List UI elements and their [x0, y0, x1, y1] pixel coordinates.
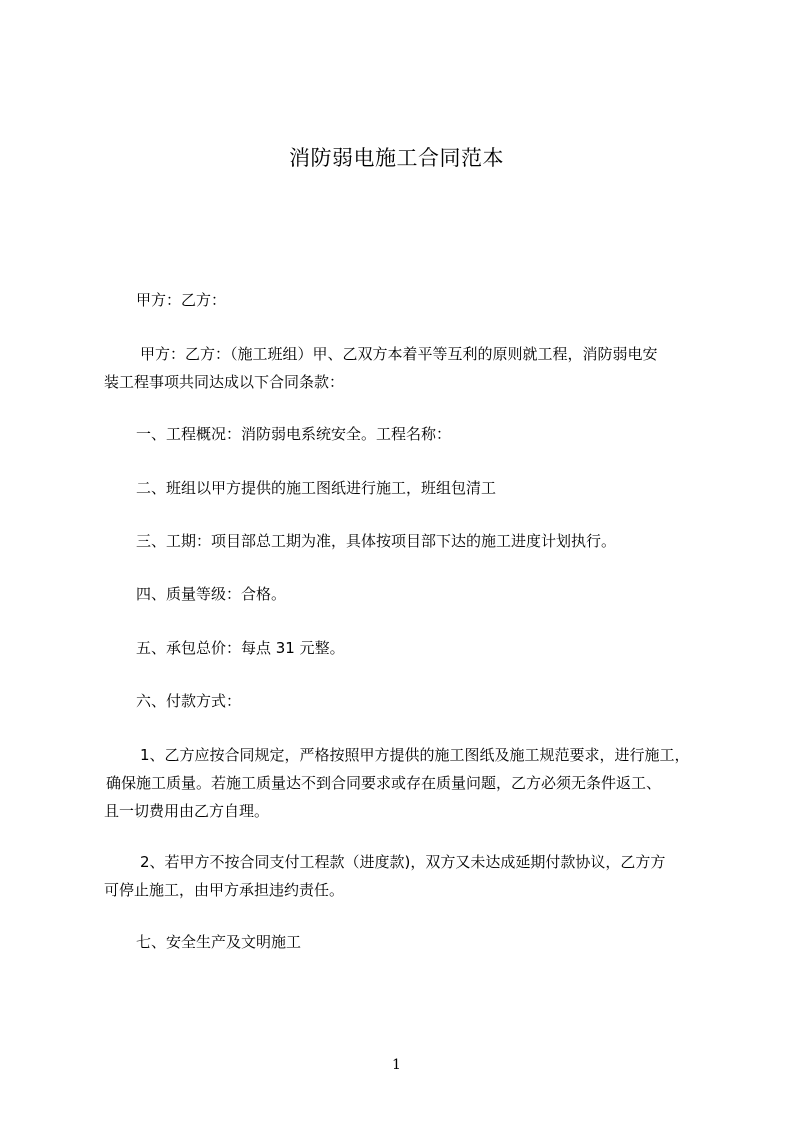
paragraph-line: 2、若甲方不按合同支付工程款（进度款)，双方又未达成延期付款协议，乙方方 [140, 853, 666, 871]
clause-6 [104, 687, 704, 715]
paragraph-line: 确保施工质量。若施工质量达不到合同要求或存在质量问题，乙方必须无条件返工、 [106, 774, 662, 792]
page-number: 1 [392, 1057, 401, 1073]
clause-2 [104, 474, 704, 502]
paragraph-line: 1、乙方应按合同规定，严格按照甲方提供的施工图纸及施工规范要求，进行施工， [140, 746, 690, 764]
paragraph-line: 可停止施工，由甲方承担违约责任。 [104, 881, 345, 899]
clause-6-item-2 [104, 848, 704, 904]
clause-4 [104, 580, 704, 608]
clause-6-item-1 [104, 741, 704, 825]
paragraph-line: 且一切费用由乙方自理。 [104, 802, 270, 820]
paragraph-line: 甲方：乙方： [136, 291, 227, 309]
paragraph-line: 一、工程概况：消防弱电系统安全。工程名称： [136, 425, 452, 443]
paragraph-line: 装工程事项共同达成以下合同条款： [104, 373, 345, 391]
paragraph-line: 甲方：乙方：（施工班组）甲、乙双方本着平等互利的原则就工程，消防弱电安 [140, 345, 658, 363]
paragraph-line: 四、质量等级：合格。 [136, 585, 287, 603]
paragraph-intro [104, 340, 704, 396]
paragraph-line: 六、付款方式： [136, 692, 242, 710]
paragraph-line: 二、班组以甲方提供的施工图纸进行施工，班组包清工 [136, 479, 497, 497]
paragraph-parties [104, 286, 704, 314]
document-title: 消防弱电施工合同范本 [289, 146, 504, 170]
paragraph-line: 七、安全生产及文明施工 [136, 933, 302, 951]
clause-5 [104, 634, 704, 662]
paragraph-line: 五、承包总价：每点 31 元整。 [136, 639, 345, 657]
paragraph-line: 三、工期：项目部总工期为准，具体按项目部下达的施工进度计划执行。 [136, 532, 617, 550]
clause-1 [104, 420, 704, 448]
clause-3 [104, 527, 704, 555]
clause-7 [104, 928, 704, 956]
